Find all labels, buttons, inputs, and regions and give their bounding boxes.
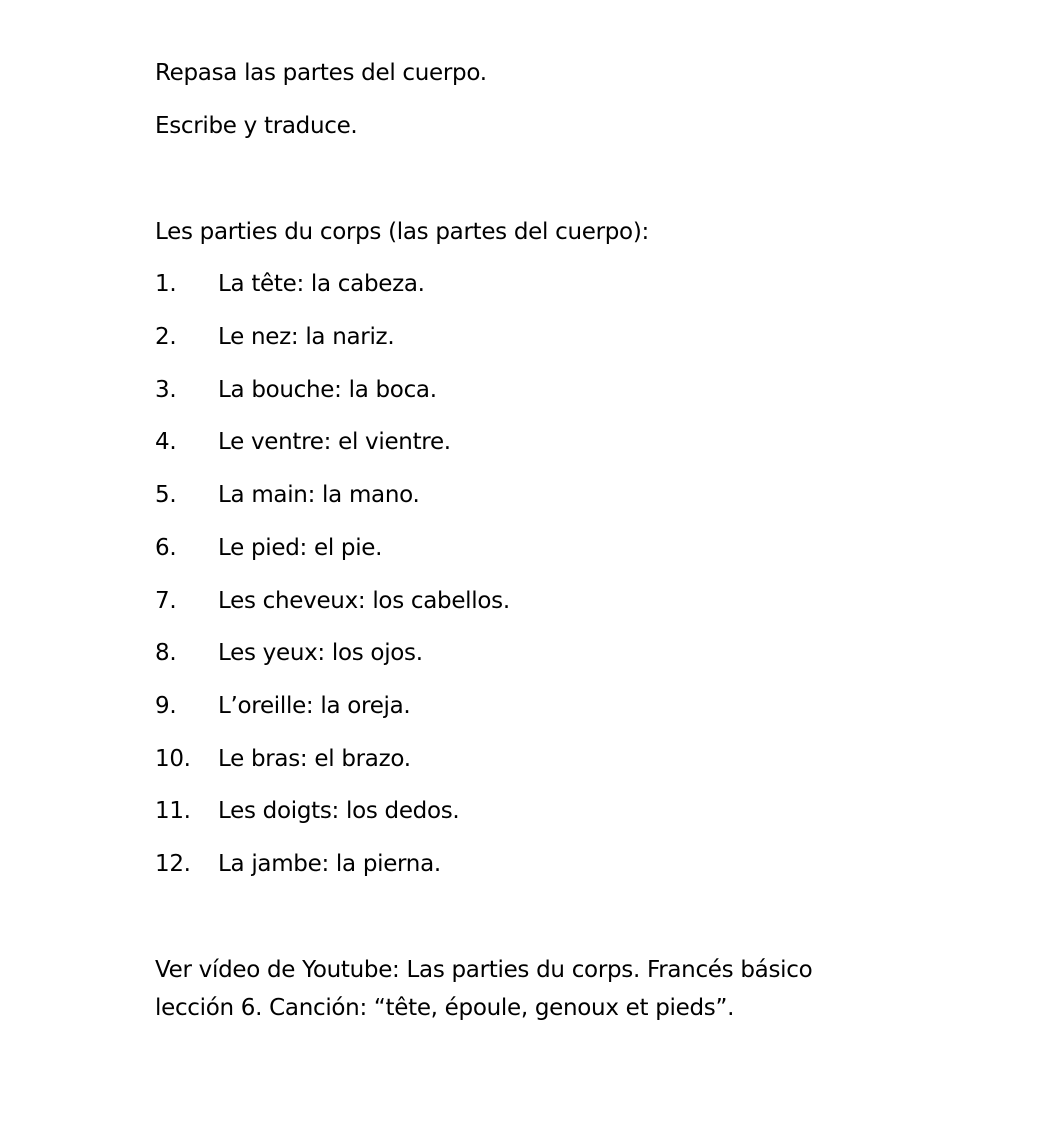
list-item: [155, 639, 423, 667]
list-item: [155, 481, 420, 509]
list-item-number: 9.: [155, 693, 177, 719]
list-item-number: 10.: [155, 746, 191, 772]
list-item-number: 1.: [155, 271, 177, 297]
list-item-text: Le pied: el pie.: [218, 535, 383, 561]
list-item-number: 12.: [155, 851, 191, 877]
list-item: [155, 692, 410, 720]
list-item-text: Le bras: el brazo.: [218, 746, 411, 772]
list-item-text: La bouche: la boca.: [218, 377, 437, 403]
list-item-text: Le ventre: el vientre.: [218, 429, 451, 455]
list-item-text: L’oreille: la oreja.: [218, 693, 411, 719]
list-item-text: La tête: la cabeza.: [218, 271, 425, 297]
list-item: [155, 376, 437, 404]
list-item-text: Les doigts: los dedos.: [218, 798, 460, 824]
footer-line-2: lección 6. Canción: “tête, époule, genoux et pieds”.: [155, 995, 735, 1021]
list-item-number: 6.: [155, 535, 177, 561]
list-item-text: Le nez: la nariz.: [218, 324, 395, 350]
list-item: [155, 270, 425, 298]
list-item-number: 11.: [155, 798, 191, 824]
list-item-text: Les yeux: los ojos.: [218, 640, 423, 666]
list-item-text: La main: la mano.: [218, 482, 420, 508]
list-item-number: 7.: [155, 588, 177, 614]
list-item: [155, 745, 411, 773]
list-item-number: 2.: [155, 324, 177, 350]
list-item-number: 5.: [155, 482, 177, 508]
list-item-number: 8.: [155, 640, 177, 666]
list-item: [155, 850, 441, 878]
list-item: [155, 587, 510, 615]
list-item-text: La jambe: la pierna.: [218, 851, 441, 877]
list-item-number: 4.: [155, 429, 177, 455]
instruction-line-1: Repasa las partes del cuerpo.: [155, 60, 487, 86]
list-item: [155, 797, 459, 825]
list-item: [155, 428, 451, 456]
section-title: Les parties du corps (las partes del cuerpo):: [155, 219, 649, 245]
list-item: [155, 323, 394, 351]
list-item: [155, 534, 382, 562]
footer-line-1: Ver vídeo de Youtube: Las parties du corps. Francés básico: [155, 957, 813, 983]
list-item-text: Les cheveux: los cabellos.: [218, 588, 510, 614]
instruction-line-2: Escribe y traduce.: [155, 113, 358, 139]
list-item-number: 3.: [155, 377, 177, 403]
